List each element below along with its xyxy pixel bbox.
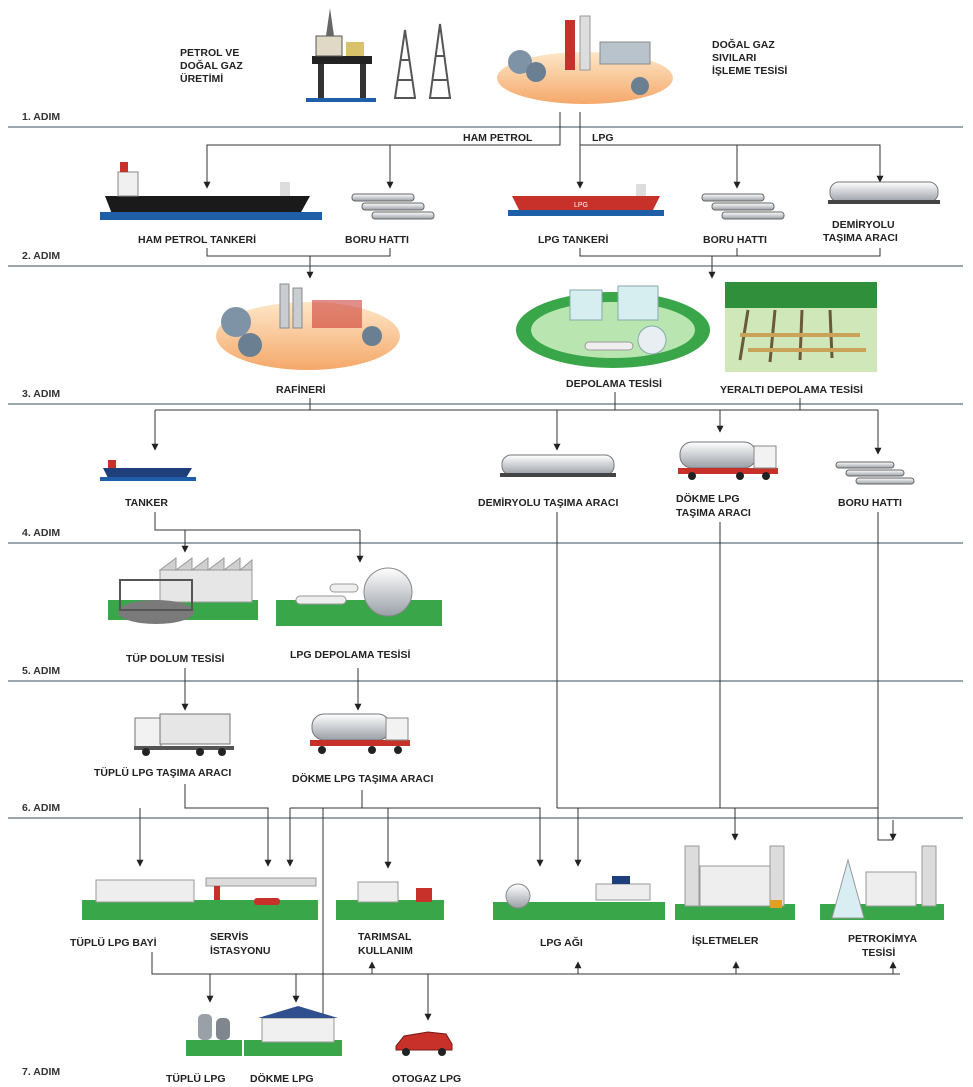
dealer-label: TÜPLÜ LPG BAYİ — [70, 937, 157, 949]
cylinder-filling-illustration — [108, 558, 258, 624]
agriculture-illustration — [336, 882, 444, 920]
step-label-3: 3. ADIM — [22, 388, 61, 400]
lpg-storage-facility-illustration — [276, 568, 442, 626]
cylinder-lpg-illustration — [186, 1014, 242, 1056]
refinery-illustration — [216, 284, 400, 370]
lpg-storage-label: LPG DEPOLAMA TESİSİ — [290, 649, 411, 661]
bulk-truck-label-4: DÖKME LPG TAŞIMA ARACI — [676, 493, 751, 519]
connectors-stage5-6 — [185, 668, 358, 710]
step-label-2: 2. ADIM — [22, 250, 61, 262]
lpg-tanker-label: LPG TANKERİ — [538, 234, 609, 246]
pipeline-illustration-4 — [836, 462, 914, 484]
lpg-network-illustration — [493, 876, 665, 920]
pipeline-label-a: BORU HATTI — [345, 234, 409, 246]
pipeline-label-4: BORU HATTI — [838, 497, 902, 509]
lpg-ship-marking: LPG — [574, 202, 589, 209]
tanker-illustration — [100, 460, 196, 481]
derrick-illustration — [395, 24, 450, 98]
rail-car-illustration — [828, 182, 940, 204]
refinery-label: RAFİNERİ — [276, 384, 326, 396]
cylinder-filling-label: TÜP DOLUM TESİSİ — [126, 653, 225, 665]
gas-processing-plant-illustration — [497, 16, 673, 104]
rail-car-illustration-4 — [500, 455, 616, 477]
storage-facility-illustration — [516, 286, 710, 368]
connectors-stage4-5 — [155, 512, 878, 808]
crude-tanker-label: HAM PETROL TANKERİ — [138, 234, 257, 246]
businesses-label: İŞLETMELER — [692, 935, 759, 947]
step-label-4: 4. ADIM — [22, 527, 61, 539]
tanker-label: TANKER — [125, 497, 168, 509]
connectors-stage1-2 — [207, 112, 880, 188]
processing-label: DOĞAL GAZ SIVILARI İŞLEME TESİSİ — [712, 39, 788, 77]
lpg-tanker-illustration — [508, 184, 664, 216]
autogas-car-illustration — [396, 1032, 452, 1056]
businesses-illustration — [675, 846, 795, 920]
bulk-lpg-illustration — [244, 1006, 342, 1056]
autogas-lpg-label: OTOGAZ LPG — [392, 1073, 462, 1085]
lpg-flow-label: LPG — [592, 132, 614, 144]
bulk-lpg-label: DÖKME LPG — [250, 1073, 314, 1085]
bulk-truck-label-6: DÖKME LPG TAŞIMA ARACI — [292, 773, 434, 785]
connectors-stage2-3 — [207, 248, 880, 278]
cylinder-truck-illustration — [134, 714, 234, 756]
step-label-7: 7. ADIM — [22, 1066, 61, 1078]
petrochemical-label: PETROKİMYA TESİSİ — [848, 933, 917, 959]
rail-label: DEMİRYOLU TAŞIMA ARACI — [823, 219, 898, 244]
lpg-network-label: LPG AĞI — [540, 937, 583, 949]
underground-storage-illustration — [725, 282, 877, 372]
connectors-stage7-final — [152, 952, 900, 1020]
cylinder-lpg-label: TÜPLÜ LPG — [166, 1073, 226, 1085]
service-station-illustration — [200, 878, 318, 920]
service-station-label: SERVİS İSTASYONU — [210, 931, 271, 957]
step-label-6: 6. ADIM — [22, 802, 61, 814]
pipeline-label-b: BORU HATTI — [703, 234, 767, 246]
rail-label-4: DEMİRYOLU TAŞIMA ARACI — [478, 497, 619, 509]
pipeline-illustration-a — [352, 194, 434, 219]
production-label: PETROL VE DOĞAL GAZ ÜRETİMİ — [180, 47, 243, 85]
connectors-stage3-4 — [155, 392, 878, 454]
bulk-truck-illustration-4 — [678, 442, 778, 480]
agriculture-label: TARIMSAL KULLANIM — [358, 931, 413, 957]
cylinder-truck-label: TÜPLÜ LPG TAŞIMA ARACI — [94, 767, 232, 779]
pipeline-illustration-b — [702, 194, 784, 219]
step-label-1: 1. ADIM — [22, 111, 61, 123]
storage-label: DEPOLAMA TESİSİ — [566, 378, 662, 390]
bulk-truck-illustration-6 — [310, 714, 410, 754]
oil-rig-illustration — [306, 8, 376, 102]
crude-oil-tanker-illustration — [100, 162, 322, 220]
dealer-illustration — [82, 880, 202, 920]
underground-storage-label: YERALTI DEPOLAMA TESİSİ — [720, 384, 863, 396]
crude-oil-flow-label: HAM PETROL — [463, 132, 533, 144]
petrochemical-illustration — [820, 846, 944, 920]
step-label-5: 5. ADIM — [22, 665, 61, 677]
